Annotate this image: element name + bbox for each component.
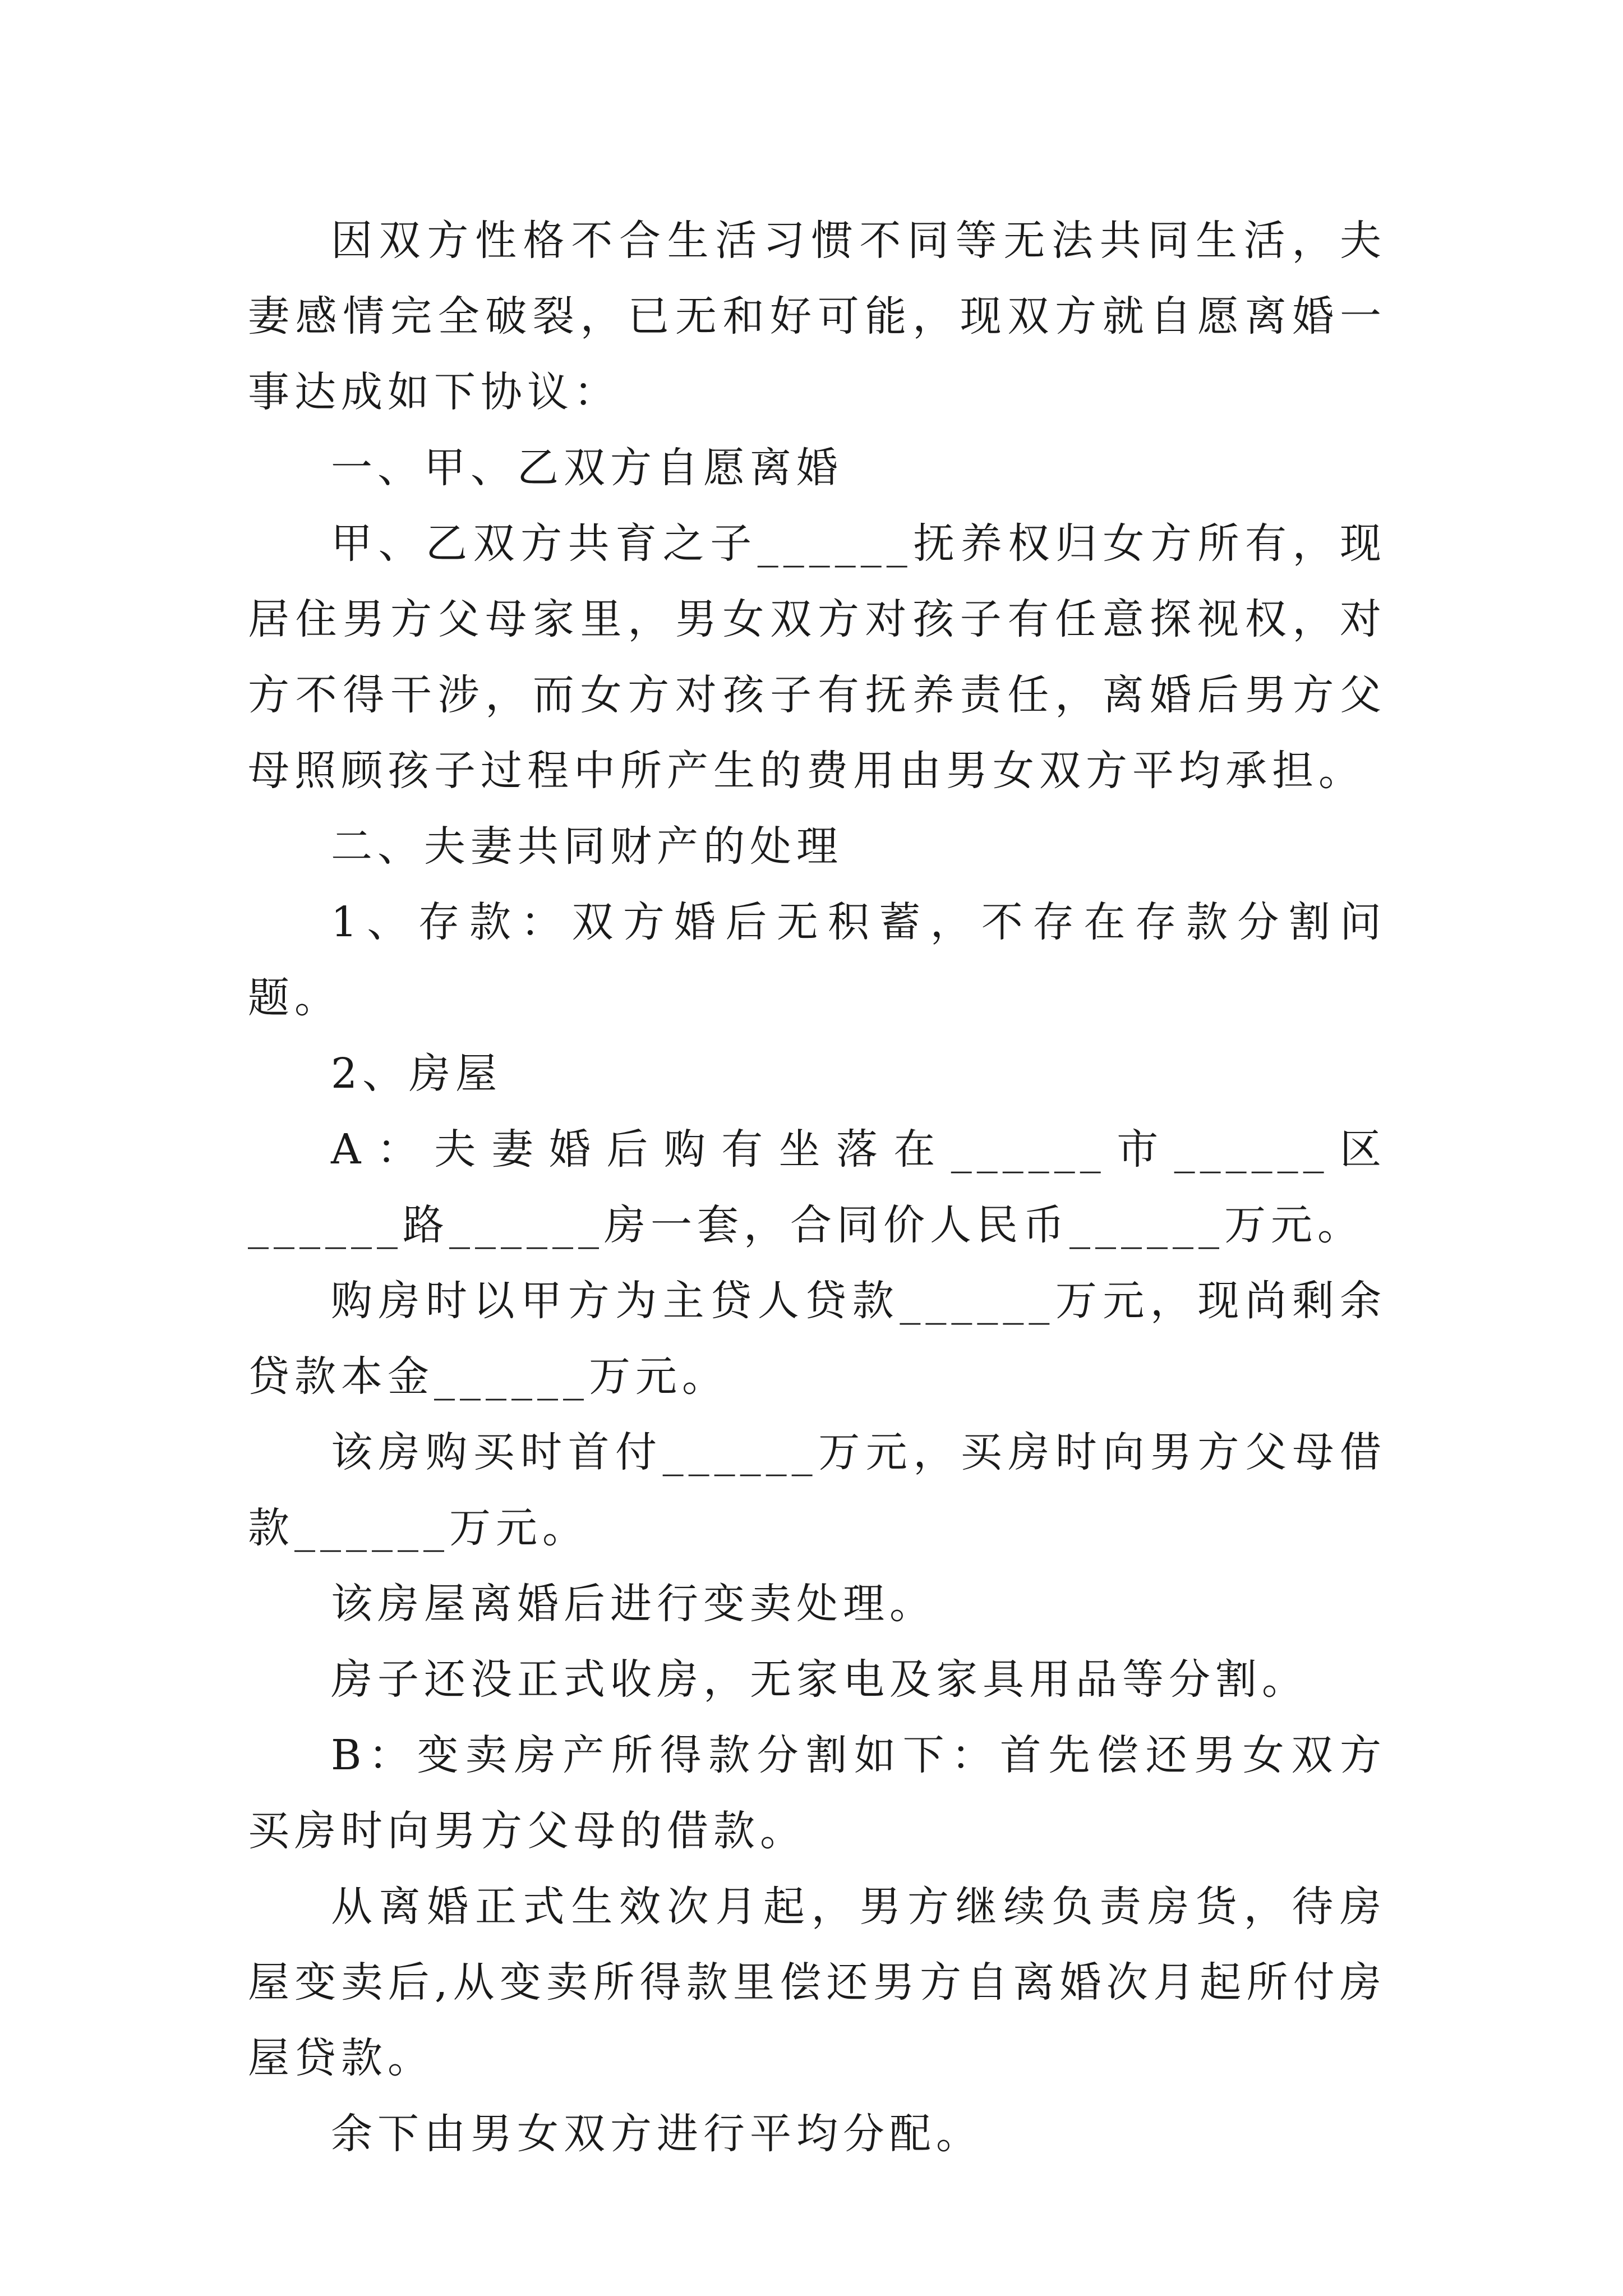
heading-section-1: 一、甲、乙双方自愿离婚	[331, 444, 843, 492]
paragraph-remainder: 余下由男女双方进行平均分配。	[331, 2110, 983, 2158]
paragraph-down-payment: 该房购买时首付______万元，买房时向男方父母借款______万元。	[248, 1428, 1386, 1552]
paragraph-house-a: A：夫妻婚后购有坐落在______市______区______路______房一套，合同价人民币______万元。	[248, 1125, 1386, 1249]
paragraph-house-b: B：变卖房产所得款分割如下：首先偿还男女双方买房时向男方父母的借款。	[248, 1731, 1386, 1855]
paragraph-savings: 1、存款：双方婚后无积蓄，不存在存款分割问题。	[248, 898, 1386, 1022]
paragraph-custody: 甲、乙双方共育之子______抚养权归女方所有，现居住男方父母家里，男女双方对孩子有任意探视权，对方不得干涉，而女方对孩子有抚养责任，离婚后男方父母照顾孩子过程中所产生的费用由男女双方平均承担。	[248, 519, 1386, 795]
heading-section-2: 二、夫妻共同财产的处理	[331, 822, 843, 871]
paragraph-loan: 购房时以甲方为主贷人贷款______万元，现尚剩余贷款本金______万元。	[248, 1277, 1386, 1401]
paragraph-sale: 该房屋离婚后进行变卖处理。	[331, 1580, 936, 1628]
paragraph-house-heading: 2、房屋	[331, 1050, 502, 1098]
paragraph-appliances: 房子还没正式收房，无家电及家具用品等分割。	[331, 1655, 1308, 1704]
document-body	[248, 203, 1386, 2172]
paragraph-repayment: 从离婚正式生效次月起，男方继续负责房货，待房屋变卖后,从变卖所得款里偿还男方自离婚次月起所付房屋贷款。	[248, 1883, 1386, 2082]
paragraph-intro: 因双方性格不合生活习惯不同等无法共同生活，夫妻感情完全破裂，已无和好可能，现双方就自愿离婚一事达成如下协议：	[248, 217, 1386, 416]
